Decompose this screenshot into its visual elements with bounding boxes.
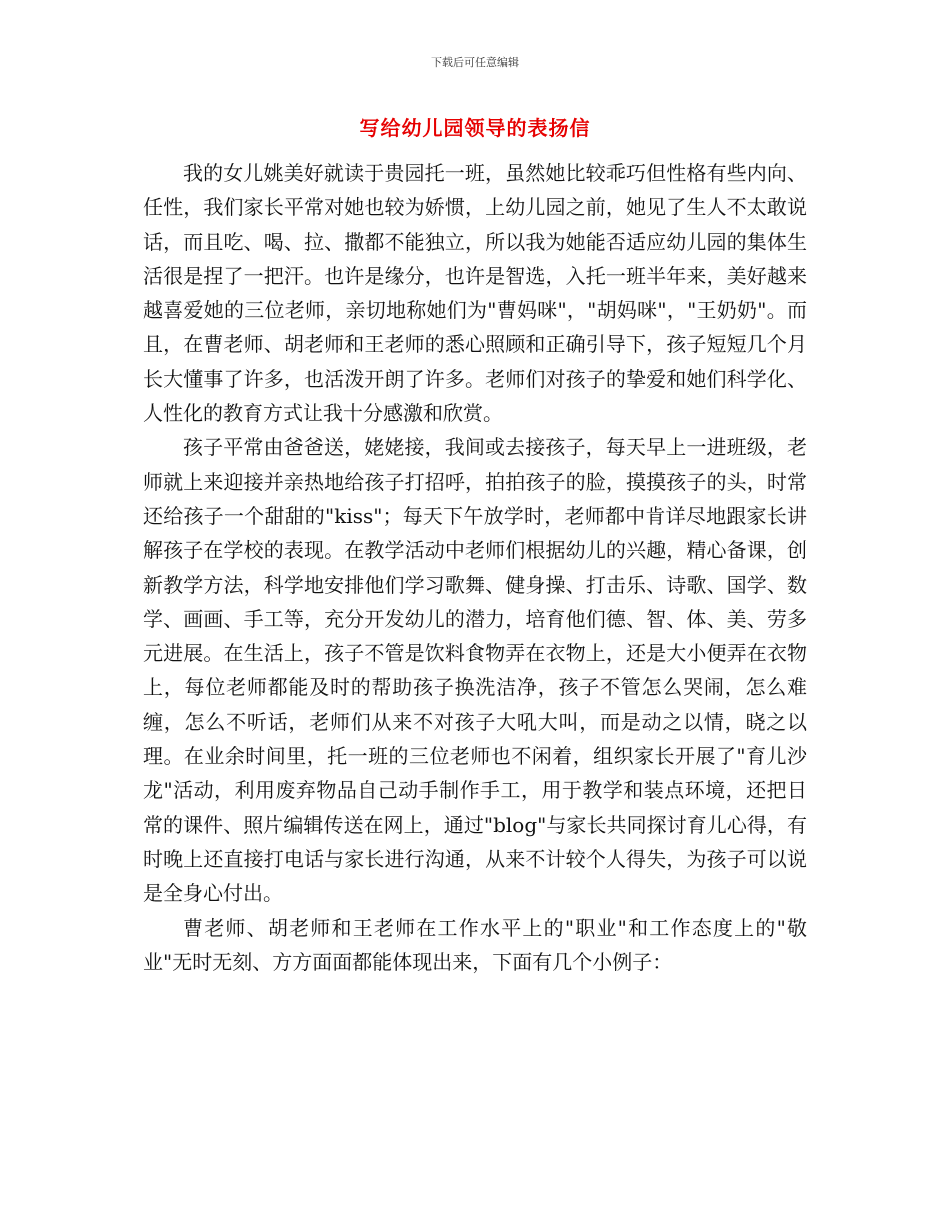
body-paragraph-2: 孩子平常由爸爸送，姥姥接，我间或去接孩子，每天早上一进班级，老师就上来迎接并亲热地给孩子打招呼，拍拍孩子的脸，摸摸孩子的头，时常还给孩子一个甜甜的"kiss"；每天下午放学时，老师都中肯详尽地跟家长讲解孩子在学校的表现。在教学活动中老师们根据幼儿的兴趣，精心备课，创新教学方法，科学地安排他们学习歌舞、健身操、打击乐、诗歌、国学、数学、画画、手工等，充分开发幼儿的潜力，培育他们德、智、体、美、劳多元进展。在生活上，孩子不管是饮料食物弄在衣物上，还是大小便弄在衣物上，每位老师都能及时的帮助孩子换洗洁净，孩子不管怎么哭闹，怎么难缠，怎么不听话，老师们从来不对孩子大吼大叫，而是动之以情，晓之以理。在业余时间里，托一班的三位老师也不闲着，组织家长开展了"育儿沙龙"活动，利用废弃物品自己动手制作手工，用于教学和装点环境，还把日常的课件、照片编辑传送在网上，通过"blog"与家长共同探讨育儿心得，有时晚上还直接打电话与家长进行沟通，从来不计较个人得失，为孩子可以说是全身心付出。 — [143, 435, 807, 906]
document-body — [143, 156, 807, 979]
document-title: 写给幼儿园领导的表扬信 — [359, 116, 591, 140]
body-paragraph-1: 我的女儿姚美好就读于贵园托一班，虽然她比较乖巧但性格有些内向、任性，我们家长平常对她也较为娇惯，上幼儿园之前，她见了生人不太敢说话，而且吃、喝、拉、撒都不能独立，所以我为她能否适应幼儿园的集体生活很是捏了一把汗。也许是缘分，也许是智选，入托一班半年来，美好越来越喜爱她的三位老师，亲切地称她们为"曹妈咪"，"胡妈咪"，"王奶奶"。而且，在曹老师、胡老师和王老师的悉心照顾和正确引导下，孩子短短几个月长大懂事了许多，也活泼开朗了许多。老师们对孩子的挚爱和她们科学化、人性化的教育方式让我十分感激和欣赏。 — [143, 161, 807, 426]
body-paragraph-3: 曹老师、胡老师和王老师在工作水平上的"职业"和工作态度上的"敬业"无时无刻、方方面面都能体现出来，下面有几个小例子： — [143, 915, 807, 974]
page-header-note: 下载后可任意编辑 — [431, 56, 519, 69]
